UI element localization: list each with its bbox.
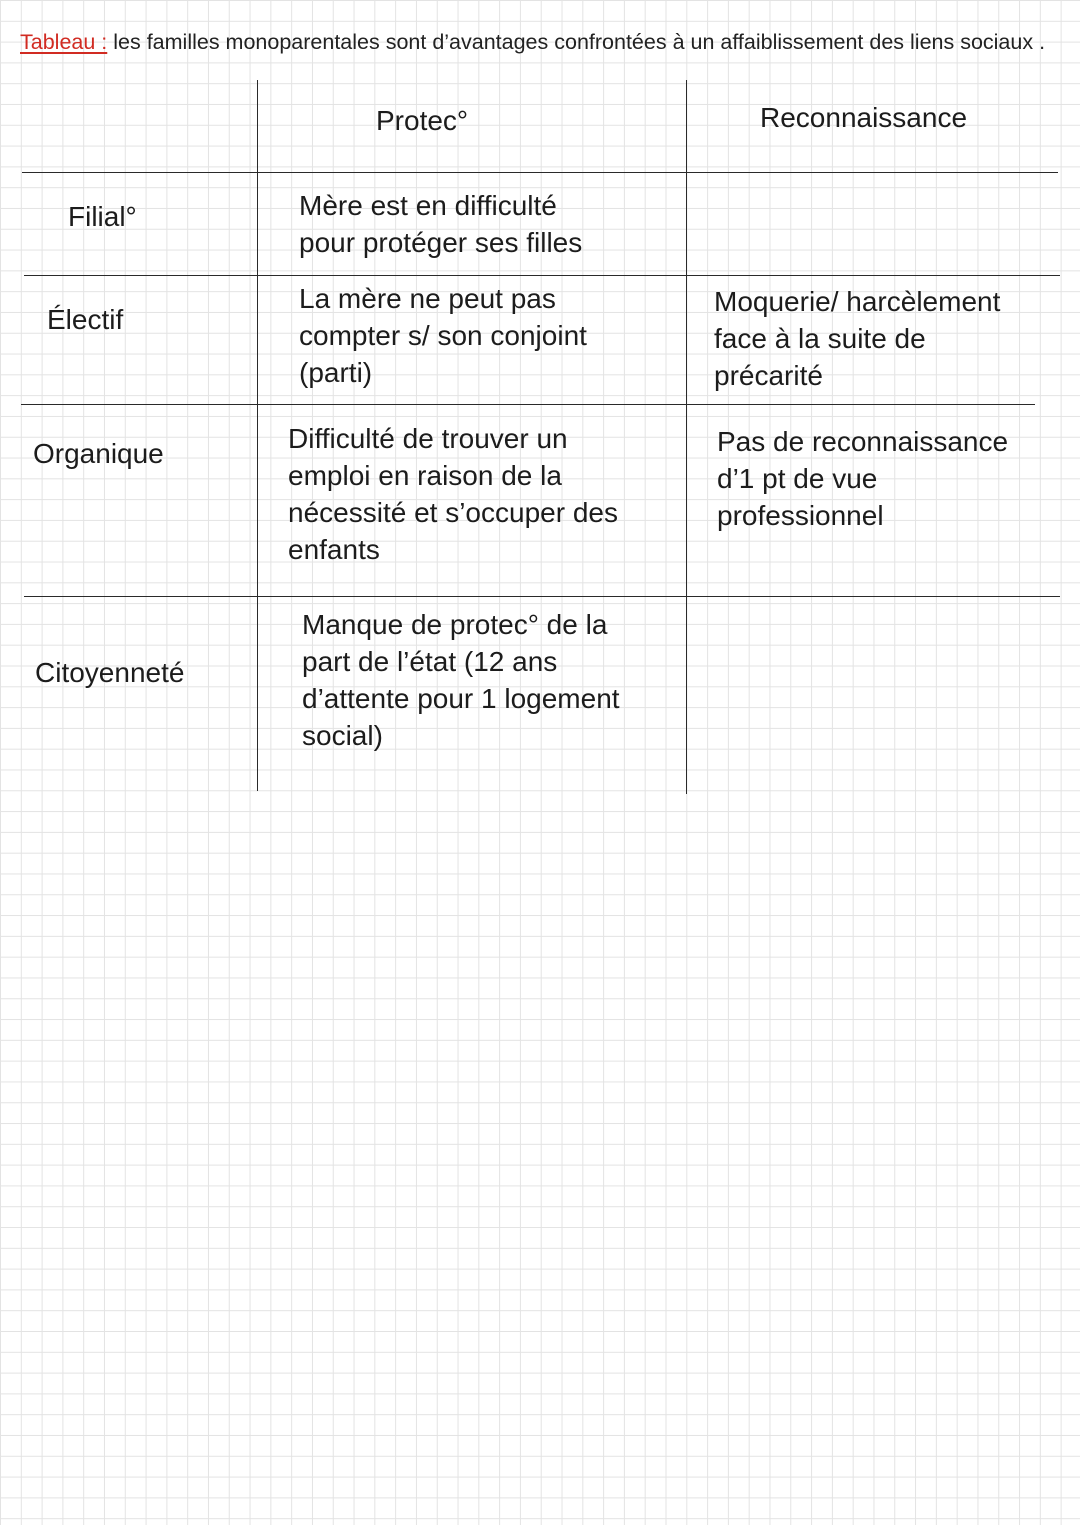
cell-citoyennete-protection: Manque de protec° de la part de l’état (12 ans d’attente pour 1 logement social) [302,609,620,751]
caption-text: les familles monoparentales sont d’avantages confrontées à un affaiblissement des liens sociaux . [107,30,1046,54]
header-bottom-rule [22,172,1058,173]
row-rule-electif [21,404,1035,405]
cell-electif-protection: La mère ne peut pas compter s/ son conjoint (parti) [299,283,587,388]
row-label-citoyennete: Citoyenneté [35,657,185,688]
table-caption [20,28,1065,57]
column-rule-1 [257,80,258,791]
header-recognition: Reconnaissance [760,102,968,133]
header-protection: Protec° [376,105,469,136]
row-label-electif: Électif [47,304,124,335]
cell-organique-protection: Difficulté de trouver un emploi en raison de la nécessité et s’occuper des enfants [288,423,618,565]
caption-label: Tableau : [20,30,108,54]
row-label-filial: Filial° [68,201,137,232]
cell-filial-protection: Mère est en difficulté pour protéger ses filles [299,190,583,258]
column-rule-2 [686,80,687,794]
cell-organique-recognition: Pas de reconnaissance d’1 pt de vue professionnel [717,426,1009,531]
cell-electif-recognition: Moquerie/ harcèlement face à la suite de précarité [714,286,1001,391]
row-rule-filial [24,275,1060,276]
row-rule-organique [24,596,1060,597]
row-label-organique: Organique [33,438,164,469]
